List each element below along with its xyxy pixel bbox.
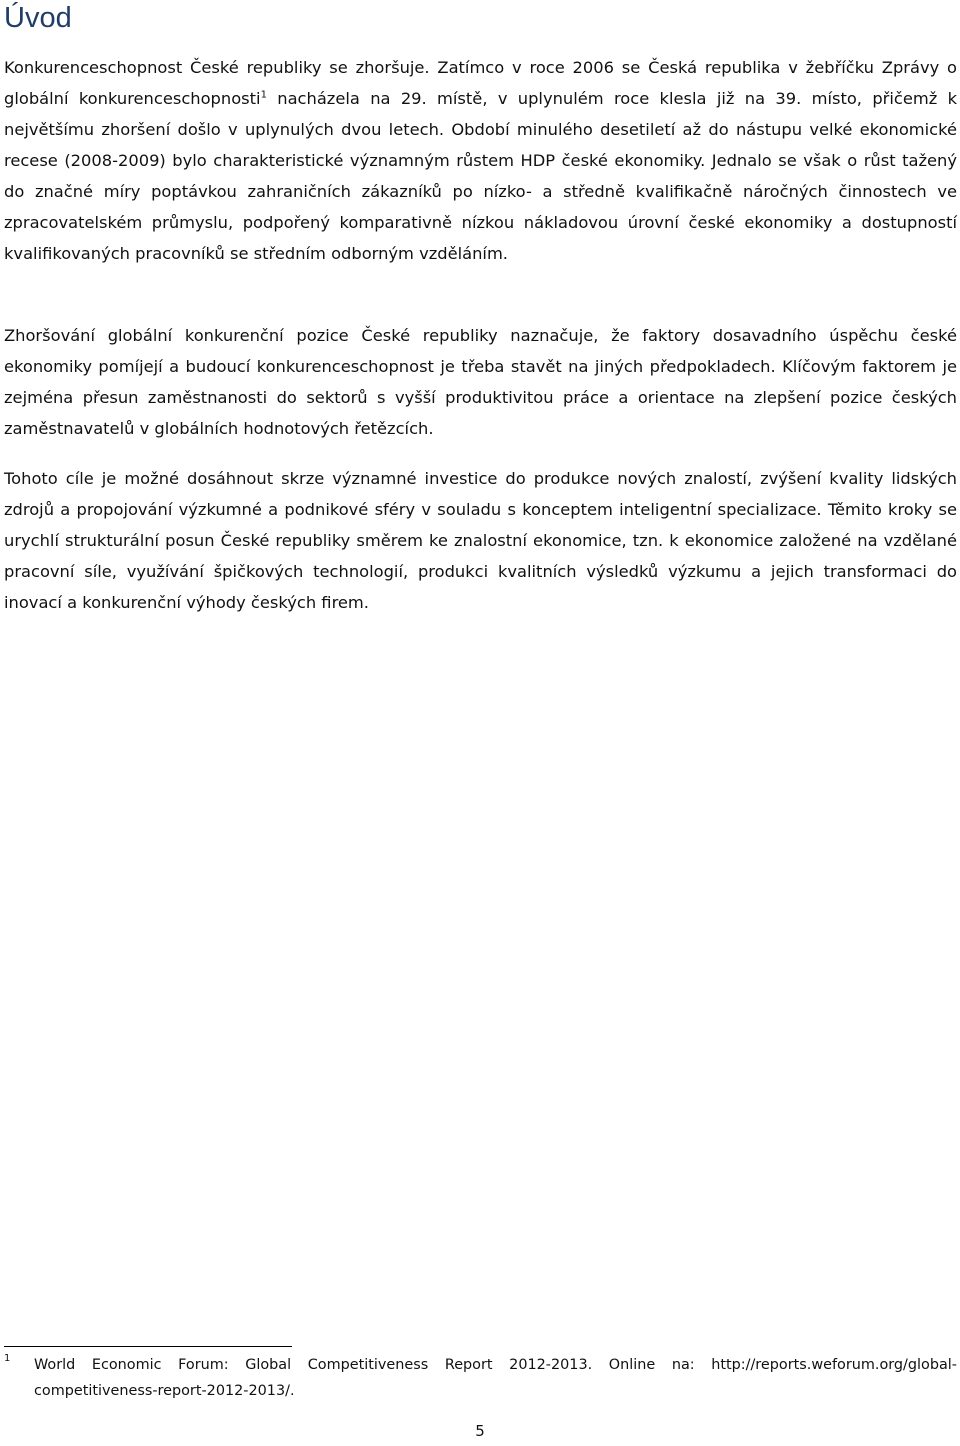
footnote xyxy=(4,1352,957,1404)
footnote-reference: 1 xyxy=(260,89,267,101)
paragraph-2: Zhoršování globální konkurenční pozice České republiky naznačuje, že faktory dosavadního úspěchu české ekonomiky pomíjejí a budoucí konkurenceschopnost je třeba stavět na jiných předpokladech. Klíčovým faktorem je zejména přesun zaměstnanosti do sektorů s vyšší produktivitou práce a orientace na zlepšení pozice českých zaměstnavatelů v globálních hodnotových řetězcích. xyxy=(4,326,957,438)
paragraph-3: Tohoto cíle je možné dosáhnout skrze významné investice do produkce nových znalostí, zvýšení kvality lidských zdrojů a propojování výzkumné a podnikové sféry v souladu s konceptem inteligentní specializace. Těmito kroky se urychlí strukturální posun České republiky směrem ke znalostní ekonomice, tzn. k ekonomice založené na vzdělané pracovní síle, využívání špičkových technologií, produkci kvalitních výsledků výzkumu a jejich transformaci do inovací a konkurenční výhody českých firem. xyxy=(4,469,957,612)
paragraph-1-text-start: Konkurenceschopnost České republiky se zhoršuje. Zatímco v roce 2006 se Česká republika v žebříčku Zprávy o globální konkurenceschopnosti xyxy=(4,58,957,108)
page-number: 5 xyxy=(475,1422,485,1440)
footnote-number: 1 xyxy=(4,1353,11,1364)
paragraph-1 xyxy=(4,52,957,269)
page-title: Úvod xyxy=(4,2,72,34)
paragraph-1-text-end: nacházela na 29. místě, v uplynulém roce klesla již na 39. místo, přičemž k největšímu zhoršení došlo v uplynulých dvou letech. Období minulého desetiletí až do nástupu velké ekonomické recese (2008-2009) bylo charakteristické významným růstem HDP české ekonomiky. Jednalo se však o růst tažený do značné míry poptávkou zahraničních zákazníků po nízko- a středně kvalifikačně náročných činnostech ve zpracovatelském průmyslu, podpořený komparativně nízkou nákladovou úrovní české ekonomiky a dostupností kvalifikovaných pracovníků se středním odborným vzděláním. xyxy=(4,89,957,263)
footnote-text: World Economic Forum: Global Competitiveness Report 2012-2013. Online na: http://reports.weforum.org/global-competitiveness-report-2012-2013/. xyxy=(34,1357,957,1399)
footnote-separator xyxy=(4,1346,292,1347)
